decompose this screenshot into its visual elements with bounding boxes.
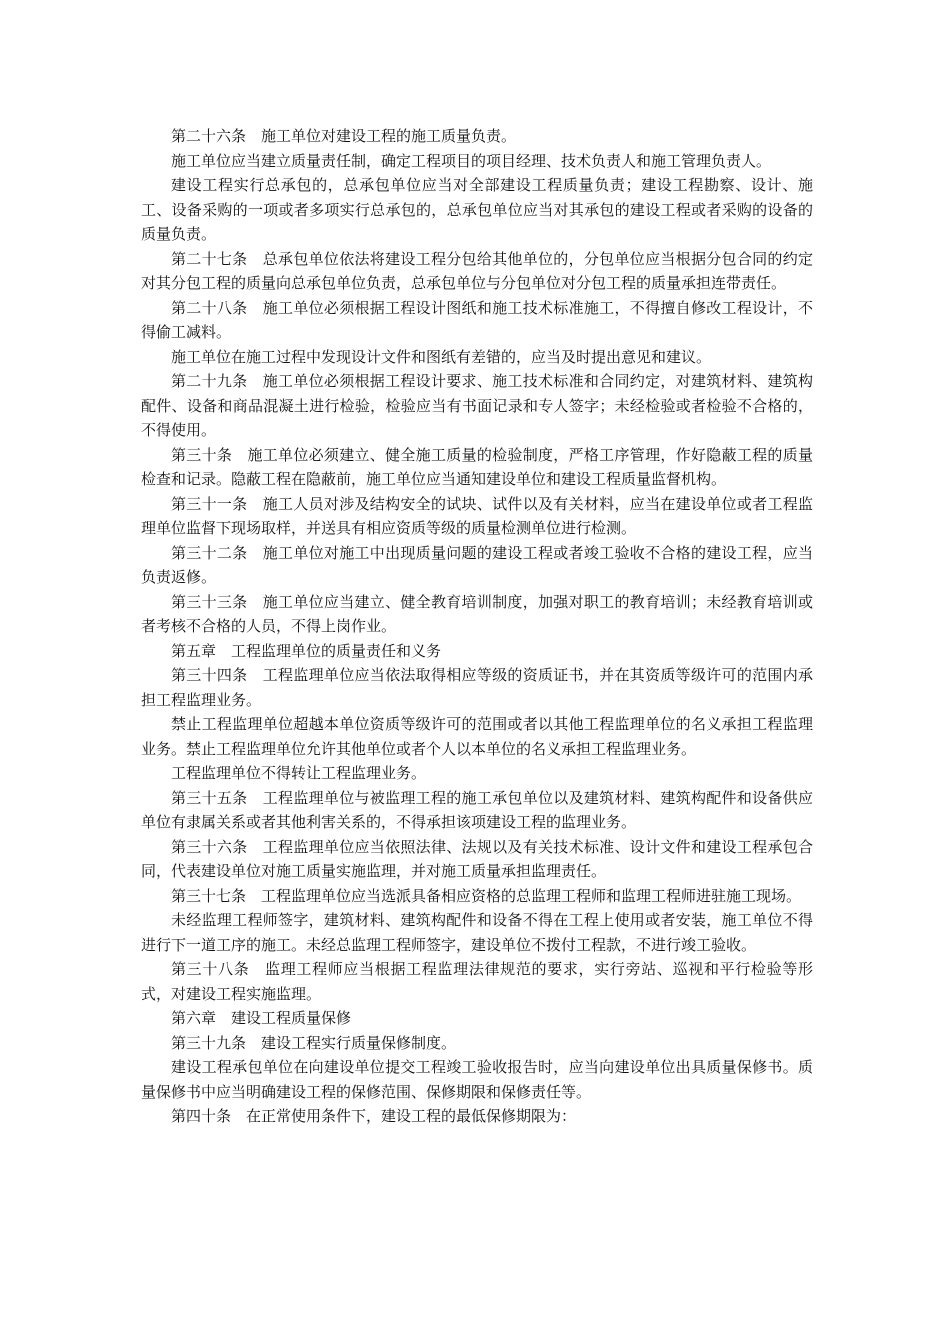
article-35: 第三十五条 工程监理单位与被监理工程的施工承包单位以及建筑材料、建筑构配件和设备供应单位有隶属关系或者其他利害关系的，不得承担该项建设工程的监理业务。 — [141, 788, 813, 831]
article-30: 第三十条 施工单位必须建立、健全施工质量的检验制度，严格工序管理，作好隐蔽工程的质量检查和记录。隐蔽工程在隐蔽前，施工单位应当通知建设单位和建设工程质量监督机构。 — [141, 445, 813, 488]
article-39: 第三十九条 建设工程实行质量保修制度。 — [171, 1033, 457, 1052]
article-27: 第二十七条 总承包单位依法将建设工程分包给其他单位的，分包单位应当根据分包合同的约定对其分包工程的质量向总承包单位负责，总承包单位与分包单位对分包工程的质量承担连带责任。 — [141, 249, 813, 292]
chapter-6-heading: 第六章 建设工程质量保修 — [171, 1009, 352, 1027]
article-37: 第三十七条 工程监理单位应当选派具备相应资格的总监理工程师和监理工程师进驻施工现场。 — [171, 886, 802, 905]
article-34: 第三十四条 工程监理单位应当依法取得相应等级的资质证书，并在其资质等级许可的范围内承担工程监理业务。 — [141, 666, 813, 709]
article-36: 第三十六条 工程监理单位应当依照法律、法规以及有关技术标准、设计文件和建设工程承包合同，代表建设单位对施工质量实施监理，并对施工质量承担监理责任。 — [141, 837, 813, 880]
paragraph: 施工单位应当建立质量责任制，确定工程项目的项目经理、技术负责人和施工管理负责人。 — [171, 151, 772, 170]
paragraph: 工程监理单位不得转让工程监理业务。 — [171, 764, 427, 782]
chapter-5-heading: 第五章 工程监理单位的质量责任和义务 — [171, 641, 442, 660]
document-body — [141, 124, 813, 1129]
paragraph: 未经监理工程师签字，建筑材料、建筑构配件和设备不得在工程上使用或者安装，施工单位不得进行下一道工序的施工。未经总监理工程师签字，建设单位不拨付工程款，不进行竣工验收。 — [141, 911, 813, 954]
article-28: 第二十八条 施工单位必须根据工程设计图纸和施工技术标准施工，不得擅自修改工程设计，不得偷工减料。 — [141, 298, 813, 341]
paragraph: 建设工程承包单位在向建设单位提交工程竣工验收报告时，应当向建设单位出具质量保修书。质量保修书中应当明确建设工程的保修范围、保修期限和保修责任等。 — [141, 1058, 813, 1101]
article-40: 第四十条 在正常使用条件下，建设工程的最低保修期限为： — [171, 1107, 577, 1125]
article-33: 第三十三条 施工单位应当建立、健全教育培训制度，加强对职工的教育培训；未经教育培训或者考核不合格的人员，不得上岗作业。 — [141, 592, 813, 635]
article-31: 第三十一条 施工人员对涉及结构安全的试块、试件以及有关材料，应当在建设单位或者工程监理单位监督下现场取样，并送具有相应资质等级的质量检测单位进行检测。 — [141, 494, 813, 537]
paragraph: 施工单位在施工过程中发现设计文件和图纸有差错的，应当及时提出意见和建议。 — [171, 347, 712, 366]
article-38: 第三十八条 监理工程师应当根据工程监理法律规范的要求，实行旁站、巡视和平行检验等形式，对建设工程实施监理。 — [141, 960, 813, 1003]
article-32: 第三十二条 施工单位对施工中出现质量问题的建设工程或者竣工验收不合格的建设工程，应当负责返修。 — [141, 543, 813, 586]
article-26: 第二十六条 施工单位对建设工程的施工质量负责。 — [171, 127, 517, 145]
article-29: 第二十九条 施工单位必须根据工程设计要求、施工技术标准和合同约定，对建筑材料、建筑构配件、设备和商品混凝土进行检验，检验应当有书面记录和专人签字；未经检验或者检验不合格的，不得使用。 — [141, 372, 813, 439]
paragraph: 禁止工程监理单位超越本单位资质等级许可的范围或者以其他工程监理单位的名义承担工程监理业务。禁止工程监理单位允许其他单位或者个人以本单位的名义承担工程监理业务。 — [141, 715, 813, 758]
paragraph: 建设工程实行总承包的，总承包单位应当对全部建设工程质量负责；建设工程勘察、设计、施工、设备采购的一项或者多项实行总承包的，总承包单位应当对其承包的建设工程或者采购的设备的质量负责。 — [141, 176, 813, 243]
